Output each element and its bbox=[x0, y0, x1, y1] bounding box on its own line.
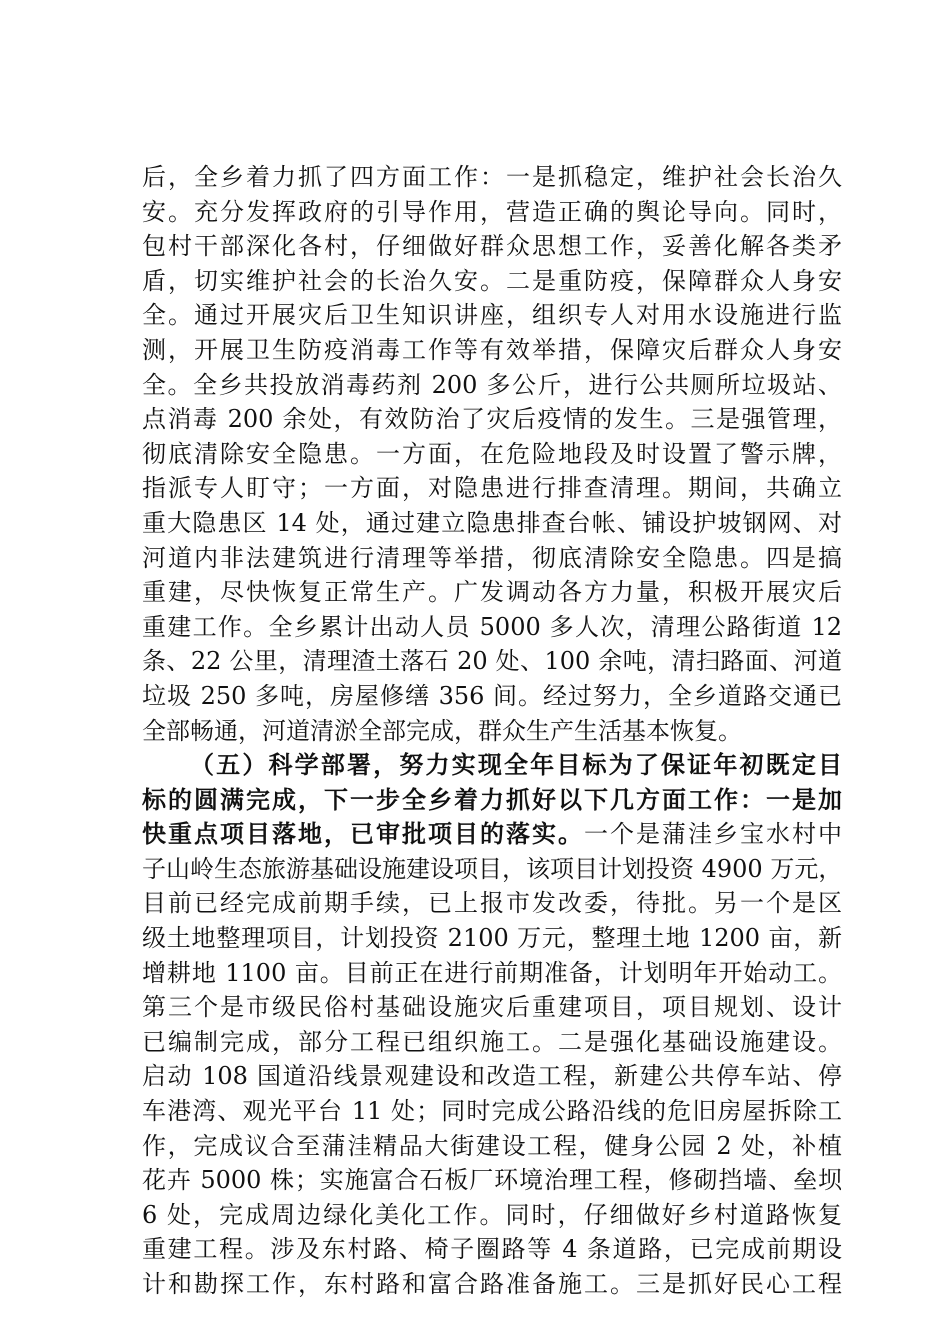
text-line: 6 处，完成周边绿化美化工作。同时，仔细做好乡村道路恢复 bbox=[142, 1200, 842, 1229]
text-line: 启动 108 国道沿线景观建设和改造工程，新建公共停车站、停 bbox=[142, 1062, 842, 1091]
text-line: 盾，切实维护社会的长治久安。二是重防疫，保障群众人身安 bbox=[142, 266, 842, 295]
document-body bbox=[142, 160, 842, 1302]
text-line: 重建工程。涉及东村路、椅子圈路等 4 条道路，已完成前期设 bbox=[142, 1235, 842, 1264]
text-line: 计和勘探工作，东村路和富合路准备施工。三是抓好民心工程 bbox=[142, 1270, 842, 1298]
text-line: 子山岭生态旅游基础设施建设项目，该项目计划投资 4900 万元， bbox=[142, 854, 842, 883]
text-line: 点消毒 200 余处，有效防治了灾后疫情的发生。三是强管理， bbox=[142, 405, 842, 434]
text-line: 花卉 5000 株；实施富合石板厂环境治理工程，修砌挡墙、垒坝 bbox=[142, 1166, 842, 1195]
text-phrase: 一个是蒲洼乡宝水村中 bbox=[584, 820, 842, 849]
text-line: 目前已经完成前期手续，已上报市发改委，待批。另一个是区 bbox=[142, 889, 842, 918]
text-line: 第三个是市级民俗村基础设施灾后重建项目，项目规划、设计 bbox=[142, 993, 842, 1022]
bold-phrase: 快重点项目落地，已审批项目的落实。 bbox=[142, 819, 584, 849]
text-line: 作，完成议合至蒲洼精品大街建设工程，健身公园 2 处，补植 bbox=[142, 1131, 842, 1160]
text-line: 重建，尽快恢复正常生产。广发调动各方力量，积极开展灾后 bbox=[142, 578, 842, 607]
paragraph-aftermath-work bbox=[142, 160, 842, 748]
text-line: 彻底清除安全隐患。一方面，在危险地段及时设置了警示牌， bbox=[142, 439, 842, 468]
section-heading-line: 标的圆满完成，下一步全乡着力抓好以下几方面工作：一是加 bbox=[142, 784, 842, 814]
text-line: 垃圾 250 多吨，房屋修缮 356 间。经过努力，全乡道路交通已 bbox=[142, 681, 842, 710]
text-line: 全。通过开展灾后卫生知识讲座，组织专人对用水设施进行监 bbox=[142, 301, 842, 330]
text-line bbox=[142, 817, 842, 852]
paragraph-section-five bbox=[142, 748, 842, 1302]
text-line: 河道内非法建筑进行清理等举措，彻底清除安全隐患。四是搞 bbox=[142, 543, 842, 572]
text-line: 全部畅通，河道清淤全部完成，群众生产生活基本恢复。 bbox=[142, 716, 742, 745]
text-line: 条、22 公里，清理渣土落石 20 处、100 余吨，清扫路面、河道 bbox=[142, 647, 842, 676]
section-heading-line: （五）科学部署，努力实现全年目标为了保证年初既定目 bbox=[190, 750, 842, 780]
text-line: 车港湾、观光平台 11 处；同时完成公路沿线的危旧房屋拆除工 bbox=[142, 1097, 842, 1126]
text-line: 安。充分发挥政府的引导作用，营造正确的舆论导向。同时， bbox=[142, 197, 842, 226]
text-line: 增耕地 1100 亩。目前正在进行前期准备，计划明年开始动工。 bbox=[142, 958, 842, 987]
text-line: 指派专人盯守；一方面，对隐患进行排查清理。期间，共确立 bbox=[142, 474, 842, 503]
text-line: 包村干部深化各村，仔细做好群众思想工作，妥善化解各类矛 bbox=[142, 232, 842, 261]
text-line: 全。全乡共投放消毒药剂 200 多公斤，进行公共厕所垃圾站、 bbox=[142, 370, 842, 399]
text-line: 级土地整理项目，计划投资 2100 万元，整理土地 1200 亩，新 bbox=[142, 924, 842, 953]
text-line: 后，全乡着力抓了四方面工作：一是抓稳定，维护社会长治久 bbox=[142, 163, 842, 191]
text-line: 已编制完成，部分工程已组织施工。二是强化基础设施建设。 bbox=[142, 1027, 842, 1056]
text-line: 重大隐患区 14 处，通过建立隐患排查台帐、铺设护坡钢网、对 bbox=[142, 508, 842, 537]
text-line: 测，开展卫生防疫消毒工作等有效举措，保障灾后群众人身安 bbox=[142, 335, 842, 364]
text-line: 重建工作。全乡累计出动人员 5000 多人次，清理公路街道 12 bbox=[142, 612, 842, 641]
